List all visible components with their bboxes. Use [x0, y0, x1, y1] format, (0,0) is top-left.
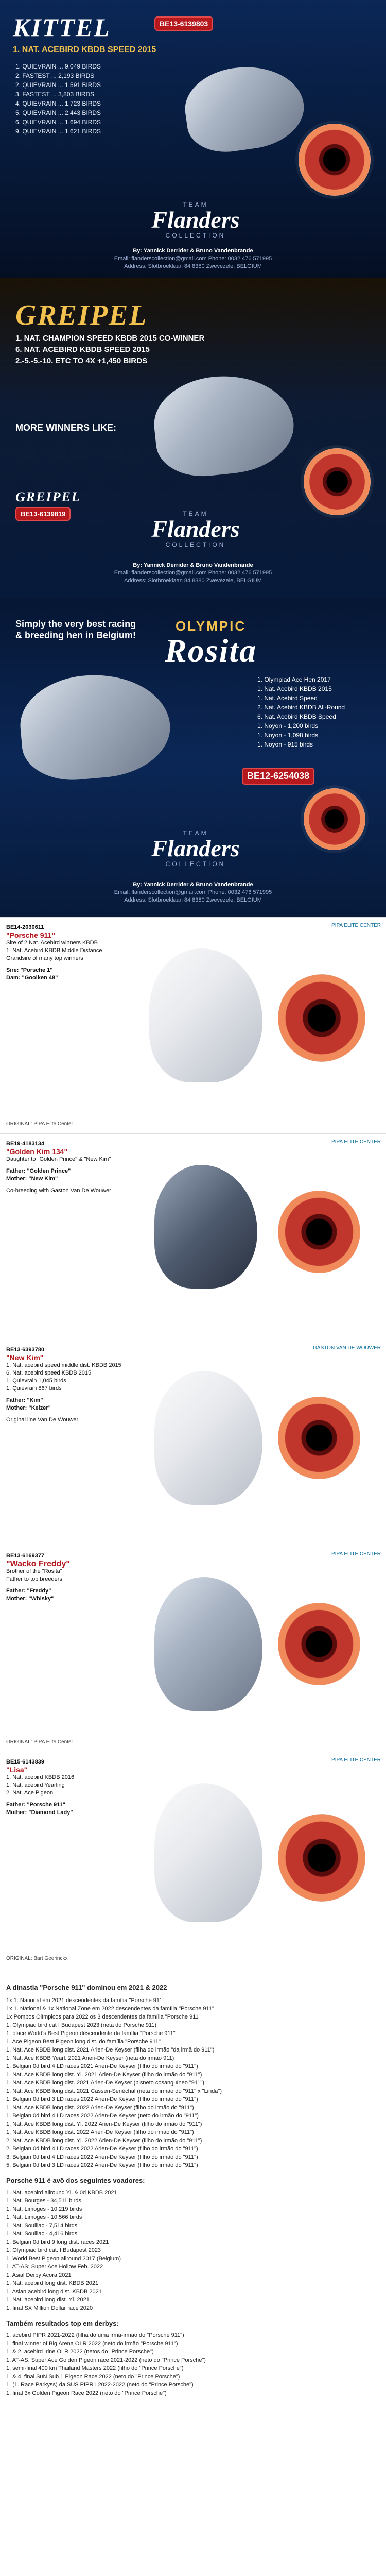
list-item: 1. World Best Pigeon allround 2017 (Belgium) — [6, 2256, 121, 2262]
card-line: Father to top breeders — [6, 1576, 62, 1582]
card-line: 6. Nat. acebird speed KBDB 2015 — [6, 1370, 92, 1376]
partner-badge: GASTON VAN DE WOUWER — [313, 1345, 381, 1351]
list-item: 1. Nat. Limoges - 10,219 birds — [6, 2206, 82, 2212]
pedigree-card — [0, 1133, 386, 1340]
greipel-section — [0, 278, 386, 598]
list-item: 1. & 2. acebird Irine OLR 2022 (netos do "Prince Porsche") — [6, 2349, 154, 2355]
card-line: 1. Nat. acebird speed middle dist. KBDB 2015 — [6, 1362, 121, 1368]
dynasty-intro: A dinastia "Porsche 911" dominou em 2021 & 2022 — [6, 1984, 167, 1991]
card-line: 1. Nat. Acebird KBDB Middle Distance — [6, 947, 102, 954]
card-line: 1. Quievrain 867 birds — [6, 1385, 62, 1392]
dynasty-top-list — [6, 1996, 380, 2170]
list-item: 1. Nat. Ace KBDB long dist. 2022 Arien-De Keyser (filho do irmão do "911") — [6, 2105, 194, 2111]
team-label: TEAM — [183, 201, 208, 208]
list-item: 1. Nat. Limoges - 10,566 birds — [6, 2214, 82, 2221]
eye-icon — [278, 1397, 360, 1479]
greipel-subtitle-2: 6. NAT. ACEBIRD KBDB SPEED 2015 — [15, 345, 150, 354]
list-item: 1. Nat. Souillac - 4,416 birds — [6, 2231, 78, 2237]
kittel-result: 4. QUIEVRAIN ... 1,723 BIRDS — [15, 100, 101, 107]
rosita-result: 1. Noyon - 1,098 birds — [257, 732, 319, 739]
list-item: 1. final SX Million Dollar race 2020 — [6, 2305, 93, 2311]
list-item: 1. Ace Pigeon Best Pigeon long dist. do família "Porsche 911" — [6, 2039, 161, 2045]
card-ring: BE19-4183134 — [6, 1141, 45, 1147]
dynasty-mid-list — [6, 2189, 380, 2312]
eye-icon — [278, 1814, 365, 1902]
card-ring: BE15-6143839 — [6, 1759, 45, 1765]
list-item: 1. final 3x Golden Pigeon Race 2022 (neto do "Prince Porsche") — [6, 2390, 167, 2396]
list-item: 1. Nat. Souillac - 7,514 birds — [6, 2223, 78, 2229]
card-line: Daughter to "Golden Prince" & "New Kim" — [6, 1156, 111, 1162]
list-item: 1. Nat. Ace KBDB long dist. 2021 Arien-De Keyser (bisneto cosanguíneo "911") — [6, 2080, 204, 2086]
kittel-result: 2. QUIEVRAIN ... 1,591 BIRDS — [15, 81, 101, 89]
dynasty-bottom-list — [6, 2331, 380, 2397]
list-item: 1. AT-AS: Super Ace Golden Pigeon race 2021-2022 (neto do "Prince Porsche") — [6, 2357, 206, 2363]
card-line: Brother of the "Rosita" — [6, 1568, 62, 1574]
rosita-result: 1. Nat. Acebird KBDB 2015 — [257, 685, 332, 692]
address-line: Address: Slotbroeklaan 84 8380 Zwevezele, BELGIUM — [124, 897, 262, 903]
pigeon-icon — [149, 948, 262, 1082]
eye-icon — [278, 1603, 360, 1685]
greipel-ring-block — [15, 489, 81, 521]
pigeon-icon — [154, 1165, 257, 1289]
list-item: 1. Nat. acebird long dist. Yl. 2021 — [6, 2297, 90, 2303]
owners: By: Yannick Derrider & Bruno Vandenbrande — [133, 562, 253, 568]
kittel-result: 2. FASTEST ... 2,193 BIRDS — [15, 72, 95, 79]
kittel-team-logo — [118, 201, 273, 239]
card-footer: ORIGINAL: PIPA Elite Center — [6, 1739, 73, 1745]
rosita-title-block — [165, 618, 257, 667]
collection-label: COLLECTION — [165, 860, 226, 868]
kittel-result: 3. FASTEST ... 3,803 BIRDS — [15, 91, 95, 98]
contact-line: Email: flanderscollection@gmail.com Phone: 0032 476 571995 — [114, 889, 272, 895]
greipel-subtitle: 1. NAT. CHAMPION SPEED KBDB 2015 CO-WINNER — [15, 334, 205, 343]
brand-name: Flanders — [151, 835, 240, 861]
list-item: 1. Nat. Ace KBDB long dist. 2021 Cassen-Sénéchal (neta do irmão do "911" x "Linda") — [6, 2088, 222, 2094]
card-text — [6, 1140, 145, 1195]
list-item: 1. Asial Derby Acora 2021 — [6, 2272, 72, 2278]
list-item: 1. place World's Best Pigeon descendente da família "Porsche 911" — [6, 2030, 176, 2037]
card-footer: Co-breeding with Gaston Van De Wouwer — [6, 1188, 111, 1194]
card-text — [6, 1552, 145, 1603]
list-item: 1. Nat. Bourges - 34,511 birds — [6, 2198, 81, 2204]
card-line: Grandsire of many top winners — [6, 955, 83, 961]
contact-line: Email: flanderscollection@gmail.com Phone: 0032 476 571995 — [114, 256, 272, 262]
list-item: 1. Asian acebird long dist. KBDB 2021 — [6, 2289, 102, 2295]
card-footer: Original line Van De Wouwer — [6, 1417, 79, 1423]
list-item: 1. Belgian 0d bird 4 LD races 2021 Arien-De Keyser (filho do irmão do "911") — [6, 2063, 198, 2070]
card-sire: Father: "Kim" — [6, 1397, 43, 1403]
list-item: 1x Pombos Olímpicos para 2022 os 3 descendentes da família "Porsche 911" — [6, 2014, 201, 2020]
list-item: 1. Nat. Ace KBDB long dist. Yl. 2022 Arien-De Keyser (filho do irmão do "911") — [6, 2121, 202, 2127]
card-text — [6, 1346, 145, 1424]
list-item: 1. Belgian 0d bird 3 LD races 2022 Arien-De Keyser (filho do irmão do "911") — [6, 2096, 198, 2103]
list-item: 1. Nat. acebird long dist. KBDB 2021 — [6, 2280, 99, 2286]
collection-label: COLLECTION — [165, 541, 226, 548]
collection-label: COLLECTION — [165, 232, 226, 239]
card-line: 2. Nat. Ace Pigeon — [6, 1790, 54, 1796]
greipel-ring-name: GREIPEL — [15, 489, 81, 504]
card-dam: Mother: "Diamond Lady" — [6, 1809, 73, 1816]
card-text — [6, 924, 145, 982]
list-item: 1. Nat. Ace KBDB long dist. Yl. 2021 Arien-De Keyser (filho do irmão do "911") — [6, 2072, 202, 2078]
pipa-badge: PIPA ELITE CENTER — [331, 1551, 381, 1557]
card-dam: Mother: "Keizer" — [6, 1405, 51, 1411]
list-item: 1. acebird PIPR 2021-2022 (filha do uma irmã-irmão do "Porsche 911") — [6, 2332, 184, 2338]
list-item: 3. Belgian 0d bird 4 LD races 2022 Arien-De Keyser (filho do irmão do "911") — [6, 2154, 198, 2160]
card-text — [6, 1758, 145, 1817]
card-ring: BE13-6169377 — [6, 1553, 45, 1559]
list-item: 1x 1. National em 2021 descendentes da família "Porsche 911" — [6, 1997, 165, 2004]
list-item: 1x 1. National & 1x National Zone em 2022 descendentes da família "Porsche 911" — [6, 2006, 214, 2012]
pipa-badge: PIPA ELITE CENTER — [331, 923, 381, 928]
pedigree-card — [0, 1546, 386, 1752]
kittel-note — [15, 155, 170, 162]
kittel-subtitle: 1. NAT. ACEBIRD KBDB SPEED 2015 — [13, 45, 156, 54]
brand-name: Flanders — [151, 207, 240, 233]
list-item: 1. semi-final 400 km Thailand Masters 2022 (filho do "Prince Porsche") — [6, 2365, 184, 2371]
list-item: 1. Nat. acebird allround Yl. & 0d KBDB 2021 — [6, 2190, 117, 2196]
greipel-contact-block — [77, 562, 309, 585]
pigeon-icon — [154, 1577, 262, 1711]
kittel-title: KITTEL — [13, 13, 111, 42]
dynasty-section — [0, 1978, 386, 2576]
rosita-result: 1. Nat. Acebird Speed — [257, 694, 318, 702]
card-line: Sire of 2 Nat. Acebird winners KBDB — [6, 940, 98, 946]
more-winners-heading: MORE WINNERS LIKE: — [15, 422, 116, 433]
eye-icon — [299, 124, 371, 196]
list-item: 1. Nat. Ace KBDB long dist. 2021 Arien-De Keyser (filha do irmão "da irmã do 911") — [6, 2047, 215, 2053]
pigeon-icon — [16, 669, 174, 785]
kittel-result: 5. QUIEVRAIN ... 2,443 BIRDS — [15, 109, 101, 116]
rosita-team-logo — [118, 829, 273, 868]
card-dam: Dam: "Gooiken 48" — [6, 975, 58, 981]
owners: By: Yannick Derrider & Bruno Vandenbrande — [133, 882, 253, 888]
olympic-label: OLYMPIC — [176, 618, 247, 634]
rosita-result: 2. Nat. Acebird KBDB All-Round — [257, 704, 345, 711]
list-item: 1. Belgian 0d bird 9 long dist. races 2021 — [6, 2239, 109, 2245]
list-item: 1. & 4. final SuN Sub 1 Pigeon Race 2022 (neto do "Prince Porsche") — [6, 2374, 180, 2380]
rosita-name: Rosita — [165, 632, 257, 669]
greipel-team-logo — [118, 510, 273, 548]
address-line: Address: Slotbroeklaan 84 8380 Zwevezele, BELGIUM — [124, 578, 262, 584]
list-item: 1. final winner of Big Arena OLR 2022 (neto do irmão "Porsche 911") — [6, 2341, 178, 2347]
card-name: "New Kim" — [6, 1353, 44, 1362]
pipa-badge: PIPA ELITE CENTER — [331, 1139, 381, 1145]
greipel-subtitle-3: 2.-5.-5.-10. ETC TO 4X +1,450 BIRDS — [15, 357, 148, 365]
kittel-section — [0, 0, 386, 278]
card-sire: Father: "Porsche 911" — [6, 1802, 65, 1808]
eye-icon — [304, 448, 371, 515]
card-dam: Mother: "Whisky" — [6, 1596, 54, 1602]
team-label: TEAM — [183, 829, 208, 837]
list-item: 2. Nat. Ace KBDB long dist. Yl. 2022 Arien-De Keyser (filho do irmão do "911") — [6, 2138, 202, 2144]
kittel-result: 1. QUIEVRAIN ... 9,049 BIRDS — [15, 63, 101, 70]
card-name: "Golden Kim 134" — [6, 1147, 68, 1156]
pigeon-icon — [150, 369, 298, 481]
list-item: 2. Belgian 0d bird 4 LD races 2022 Arien-De Keyser (filho do irmão do "911") — [6, 2146, 198, 2152]
pedigree-card — [0, 1340, 386, 1546]
eye-icon — [278, 1191, 360, 1273]
card-name: "Porsche 911" — [6, 931, 55, 939]
rosita-tagline — [15, 618, 136, 641]
list-item: 1. AT-AS: Super Ace Hollow Feb. 2022 — [6, 2264, 103, 2270]
tagline-line: Simply the very best racing — [15, 619, 136, 629]
eye-icon — [278, 974, 365, 1062]
list-item: 1. Nat. Ace KBDB Yearl. 2021 Arien-De Keyser (neta do irmão 911) — [6, 2055, 174, 2061]
card-ring: BE14-2030611 — [6, 924, 44, 930]
card-footer: ORIGINAL: Bart Geerinckx — [6, 1956, 68, 1961]
kittel-ring-badge: BE13-6139803 — [154, 16, 213, 31]
card-name: "Wacko Freddy" — [6, 1560, 70, 1568]
rosita-section — [0, 598, 386, 917]
tagline-line: & breeding hen in Belgium! — [15, 630, 136, 640]
card-line: 1. Quievrain 1,045 birds — [6, 1378, 66, 1384]
brand-name: Flanders — [151, 516, 240, 542]
kittel-result: 9. QUIEVRAIN ... 1,621 BIRDS — [15, 128, 101, 135]
pipa-badge: PIPA ELITE CENTER — [331, 1757, 381, 1763]
rosita-result: 1. Noyon - 915 birds — [257, 741, 313, 748]
greipel-ring-badge: BE13-6139819 — [15, 507, 71, 521]
card-footer: ORIGINAL: PIPA Elite Center — [6, 1121, 73, 1127]
rosita-result: 1. Olympiad Ace Hen 2017 — [257, 676, 331, 683]
list-item: 1. Belgian 0d bird 4 LD races 2022 Arien-De Keyser (neto do irmão do "911") — [6, 2113, 199, 2119]
card-name: "Lisa" — [6, 1766, 28, 1774]
list-item: 1. Olympiad bird cat. I Budapest 2023 — [6, 2247, 101, 2253]
pedigree-card — [0, 1752, 386, 1969]
eye-icon — [304, 788, 365, 850]
dynasty-intro-2: Porsche 911 é avô dos seguintes voadores: — [6, 2177, 145, 2184]
list-item: 1. Nat. Ace KBDB long dist. 2022 Arien-De Keyser (filho do irmão do "911") — [6, 2129, 194, 2136]
kittel-notes — [15, 155, 170, 162]
pigeon-icon — [180, 59, 309, 157]
kittel-results — [15, 62, 101, 136]
kittel-contact-block — [77, 247, 309, 270]
pigeon-icon — [154, 1371, 262, 1505]
list-item: 5. Belgian 0d bird 3 LD races 2022 Arien-De Keyser (filho do irmão do "911") — [6, 2162, 198, 2168]
address-line: Address: Slotbroeklaan 84 8380 Zwevezele, BELGIUM — [124, 263, 262, 269]
rosita-results — [257, 675, 345, 749]
pedigree-card — [0, 917, 386, 1134]
card-sire: Sire: "Porsche 1" — [6, 967, 53, 973]
kittel-result: 6. QUIEVRAIN ... 1,694 BIRDS — [15, 118, 101, 126]
team-label: TEAM — [183, 510, 208, 517]
card-line: 1. Nat. acebird Yearling — [6, 1782, 65, 1788]
contact-line: Email: flanderscollection@gmail.com Phone: 0032 476 571995 — [114, 570, 272, 576]
rosita-result: 1. Noyon - 1,200 birds — [257, 722, 319, 730]
dynasty-intro-3: Também resultados top em derbys: — [6, 2319, 119, 2327]
owners: By: Yannick Derrider & Bruno Vandenbrande — [133, 248, 253, 254]
rosita-contact-block — [77, 881, 309, 904]
card-dam: Mother: "New Kim" — [6, 1176, 58, 1182]
rosita-result: 6. Nat. Acebird KBDB Speed — [257, 713, 336, 720]
pigeon-icon — [154, 1783, 262, 1922]
list-item: 1. Olympiad bird cat I Budapest 2023 (neta do Porsche 911) — [6, 2022, 157, 2028]
card-ring: BE13-6393780 — [6, 1347, 45, 1353]
card-line: 1. Nat. acebird KBDB 2016 — [6, 1774, 75, 1781]
card-sire: Father: "Golden Prince" — [6, 1168, 71, 1174]
card-sire: Father: "Freddy" — [6, 1588, 51, 1594]
greipel-title: GREIPEL — [15, 299, 148, 331]
list-item: 1. (1. Race Parkyss) da SUS PIPR1 2022-2022 (neto do "Prince Porsche") — [6, 2382, 194, 2388]
rosita-ring-badge: BE12-6254038 — [242, 768, 314, 785]
